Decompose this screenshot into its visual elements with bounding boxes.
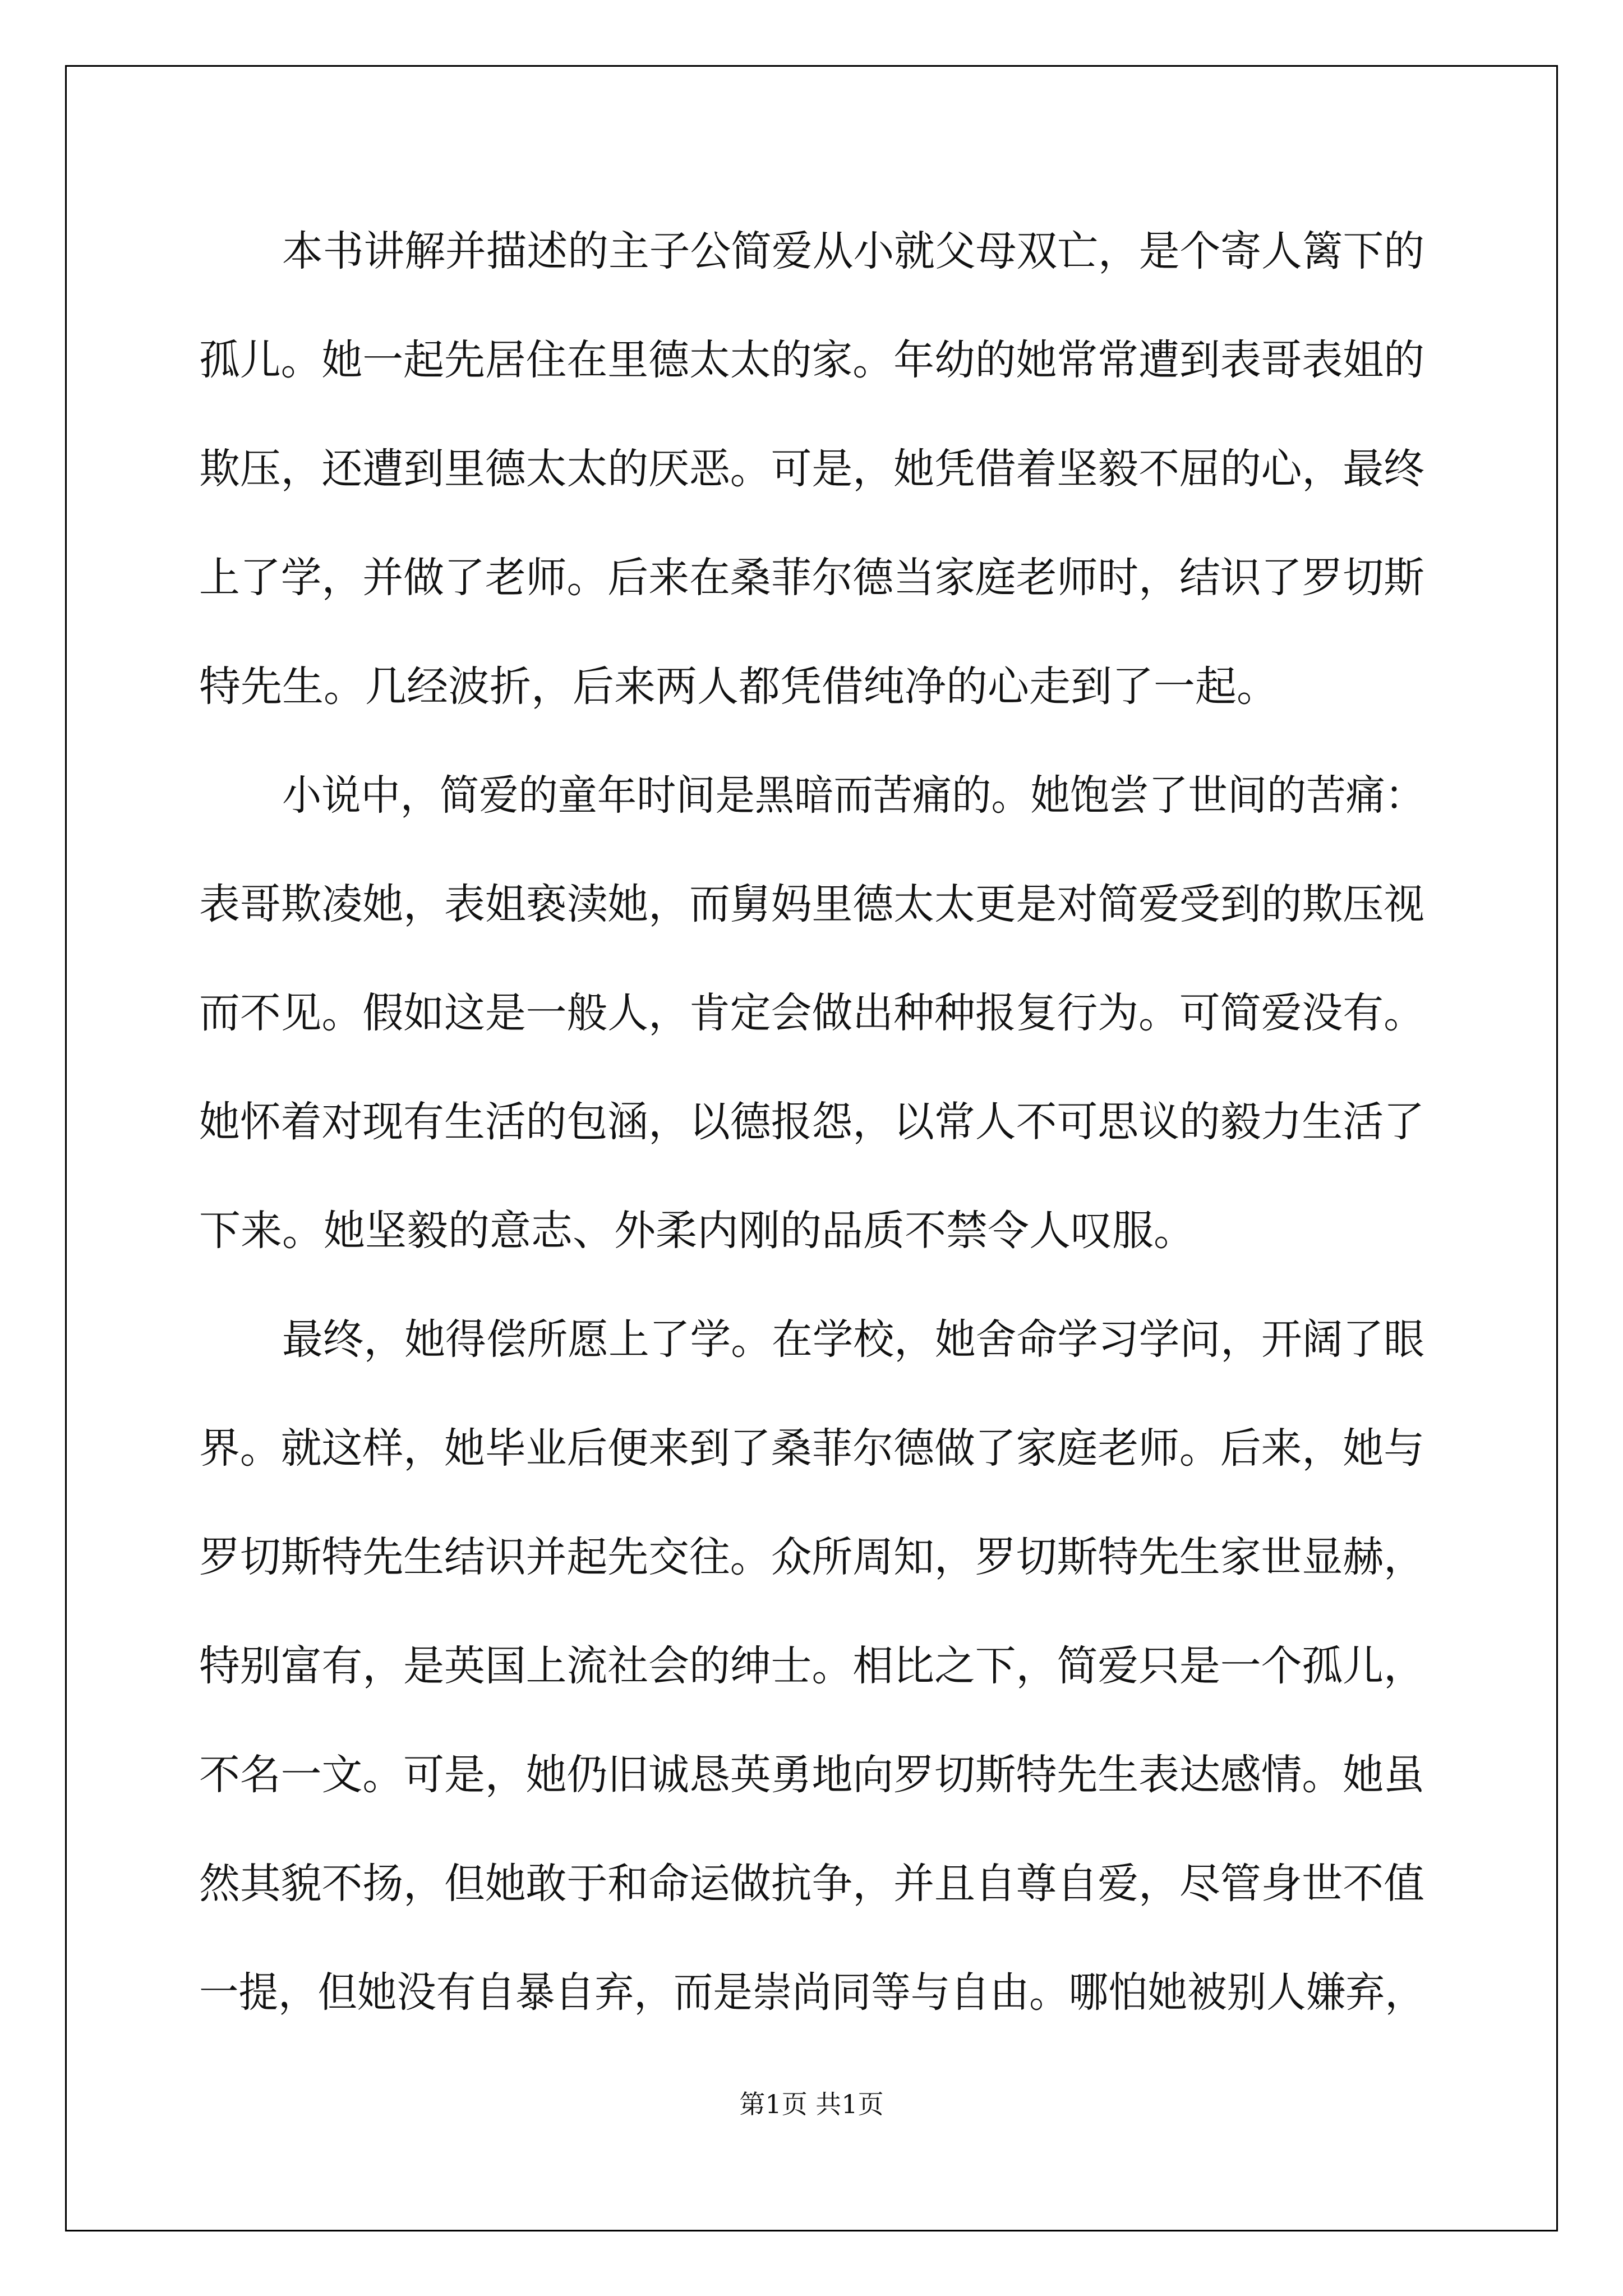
paragraph-3-line-1: 最终，她得偿所愿上了学。在学校，她舍命学习学问，开阔了眼 (282, 1315, 1424, 1364)
paragraph-3-line-5: 不名一文。可是，她仍旧诚恳英勇地向罗切斯特先生表达感情。她虽 (199, 1751, 1424, 1799)
paragraph-3-line-7: 一提，但她没有自暴自弃，而是崇尚同等与自由。哪怕她被别人嫌弃， (199, 1968, 1425, 2017)
paragraph-2-line-3: 而不见。假如这是一般人，肯定会做出种种报复行为。可简爱没有。 (199, 989, 1424, 1037)
paragraph-1-line-4: 上了学，并做了老师。后来在桑菲尔德当家庭老师时，结识了罗切斯 (199, 554, 1424, 602)
paragraph-1-line-5: 特先生。几经波折，后来两人都凭借纯净的心走到了一起。 (199, 662, 1278, 711)
paragraph-2-line-2: 表哥欺凌她，表姐亵渎她，而舅妈里德太太更是对简爱受到的欺压视 (199, 880, 1424, 928)
paragraph-3-line-2: 界。就这样，她毕业后便来到了桑菲尔德做了家庭老师。后来，她与 (199, 1424, 1424, 1473)
paragraph-2-line-1: 小说中，简爱的童年时间是黑暗而苦痛的。她饱尝了世间的苦痛： (282, 771, 1424, 820)
paragraph-1-line-1: 本书讲解并描述的主子公简爱从小就父母双亡，是个寄人篱下的 (282, 227, 1424, 275)
paragraph-2-line-5: 下来。她坚毅的意志、外柔内刚的品质不禁令人叹服。 (199, 1207, 1195, 1255)
page-number-footer: 第1页 共1页 (739, 2089, 884, 2119)
paragraph-2-line-4: 她怀着对现有生活的包涵，以德报怨，以常人不可思议的毅力生活了 (199, 1098, 1424, 1146)
paragraph-1-line-3: 欺压，还遭到里德太太的厌恶。可是，她凭借着坚毅不屈的心，最终 (199, 445, 1424, 493)
paragraph-3-line-6: 然其貌不扬，但她敢于和命运做抗争，并且自尊自爱，尽管身世不值 (199, 1860, 1424, 1908)
paragraph-3-line-4: 特别富有，是英国上流社会的绅士。相比之下，简爱只是一个孤儿， (199, 1642, 1424, 1690)
paragraph-1-line-2: 孤儿。她一起先居住在里德太太的家。年幼的她常常遭到表哥表姐的 (199, 336, 1424, 384)
paragraph-3-line-3: 罗切斯特先生结识并起先交往。众所周知，罗切斯特先生家世显赫， (199, 1533, 1424, 1581)
